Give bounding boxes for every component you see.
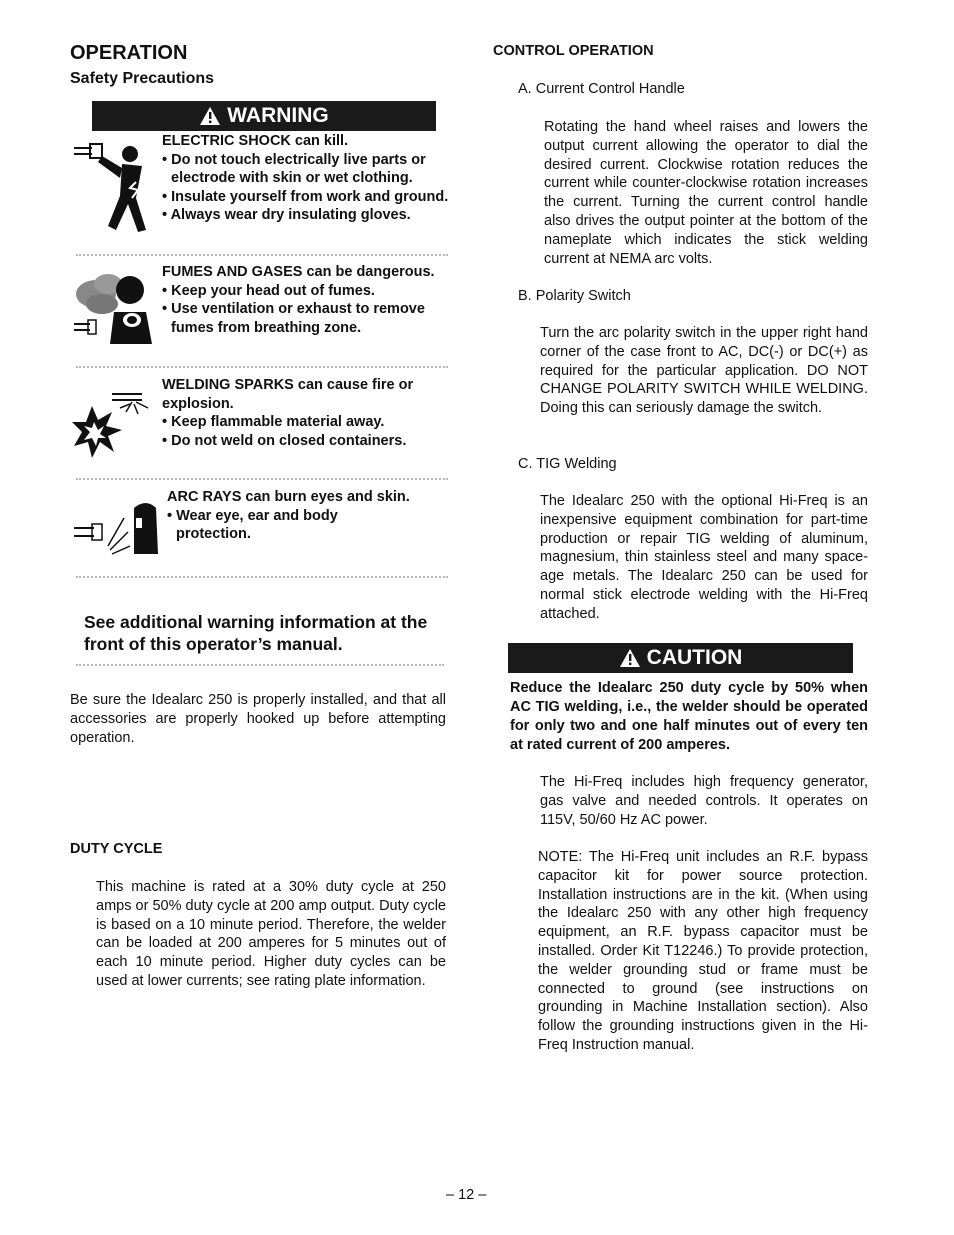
tig-welding-heading: C. TIG Welding <box>518 456 617 472</box>
sparks-warning <box>162 376 454 450</box>
warning-bullet: • Use ventilation or exhaust to remove fumes from breathing zone. <box>162 301 425 336</box>
warning-bullet: • Keep flammable material away. <box>162 414 385 431</box>
page-title: OPERATION <box>70 42 188 64</box>
warning-banner <box>92 101 436 131</box>
additional-warning-note: See additional warning information at the front of this operator’s manual. <box>84 612 428 654</box>
fumes-warning <box>162 263 454 337</box>
hifreq-note-text: NOTE: The Hi-Freq unit includes an R.F. bypass capacitor kit for power source protection. Installation instructions are in the kit. (When using the Idealarc 250 with any other high frequency equipment, an R.F. bypass capacitor must be installed. Order Kit T12246.) To provide protection, the welder grounding stud or frame must be connected to ground (see instructions on grounding in Machine Installation section). Also follow the grounding instructions given in the Hi-Freq Instruction manual. <box>538 849 868 1053</box>
arc-rays-warning <box>167 488 454 544</box>
control-operation-heading: CONTROL OPERATION <box>493 43 654 59</box>
warning-heading: ELECTRIC SHOCK can kill. <box>162 133 349 149</box>
warning-bullet: • Do not touch electrically live parts or electrode with skin or wet clothing. <box>162 151 426 187</box>
electric-shock-icon <box>72 138 158 240</box>
duty-cycle-text: This machine is rated at a 30% duty cycle at 250 amps or 50% duty cycle at 200 amp output. Duty cycle is based on a 10 minute period. Therefore, the welder can be loaded at 200 amperes for 5 minutes out of each 10 minute period. Higher duty cycles can be used at lower currents; see rating plate information. <box>96 879 446 989</box>
current-control-text: Rotating the hand wheel raises and lowers the output current allowing the operator to dial the desired current. Clockwise rotation reduces the current while counter-clockwise rotation increases the current. Turning the current control handle also drives the output pointer at the bottom of the nameplate which indicates the stick welding current at NEMA arc volts. <box>544 119 868 267</box>
warning-bullet: • Keep your head out of fumes. <box>162 282 375 299</box>
warning-bullet: • Insulate yourself from work and ground. <box>162 188 449 205</box>
warning-label: WARNING <box>227 104 329 127</box>
warning-bullet: • Do not weld on closed containers. <box>162 432 407 449</box>
caution-banner <box>508 643 853 673</box>
divider <box>76 478 448 480</box>
warning-bullet: • Always wear dry insulating gloves. <box>162 207 411 224</box>
caution-text: Reduce the Idealarc 250 duty cycle by 50% when AC TIG welding, i.e., the welder should be operated for only two and one half minutes out of every ten at rated current of 200 amperes. <box>510 680 868 753</box>
warning-heading: FUMES AND GASES can be dangerous. <box>162 264 435 280</box>
page-number: – 12 – <box>446 1187 487 1203</box>
polarity-switch-heading: B. Polarity Switch <box>518 288 631 304</box>
sparks-explosion-icon <box>72 382 158 460</box>
tig-welding-text: The Idealarc 250 with the optional Hi-Freq is an inexpensive equipment combination for part-time production or repair TIG welding of aluminum, magnesium, thin stainless steel and many space-age metals. The Idealarc 250 can be used for normal stick electrode welding with the Hi-Freq attached. <box>540 493 868 622</box>
warning-heading: ARC RAYS can burn eyes and skin. <box>167 489 410 505</box>
arc-rays-icon <box>72 498 162 560</box>
divider <box>76 366 448 368</box>
warning-triangle-icon <box>199 106 221 126</box>
warning-heading: WELDING SPARKS can cause fire or explosion. <box>162 377 414 412</box>
fumes-icon <box>72 272 158 344</box>
warning-bullet: • Wear eye, ear and body protection. <box>167 507 338 543</box>
polarity-switch-text: Turn the arc polarity switch in the upper right hand corner of the case front to AC, DC(-) or DC(+) as required for the particular application. DO NOT CHANGE POLARITY SWITCH WHILE WELDING. Doing this can seriously damage the switch. <box>540 325 868 417</box>
divider <box>76 576 448 578</box>
divider <box>76 664 444 666</box>
hifreq-text: The Hi-Freq includes high frequency generator, gas valve and needed controls. It operates on 115V, 50/60 Hz AC power. <box>540 774 868 828</box>
section-subtitle: Safety Precautions <box>70 70 215 87</box>
warning-triangle-icon <box>619 648 641 668</box>
electric-shock-warning <box>162 132 454 225</box>
install-note: Be sure the Idealarc 250 is properly installed, and that all accessories are properly hooked up before attempting operation. <box>70 692 446 746</box>
divider <box>76 254 448 256</box>
duty-cycle-heading: DUTY CYCLE <box>70 841 163 857</box>
current-control-heading: A. Current Control Handle <box>518 81 685 97</box>
caution-label: CAUTION <box>646 646 743 669</box>
